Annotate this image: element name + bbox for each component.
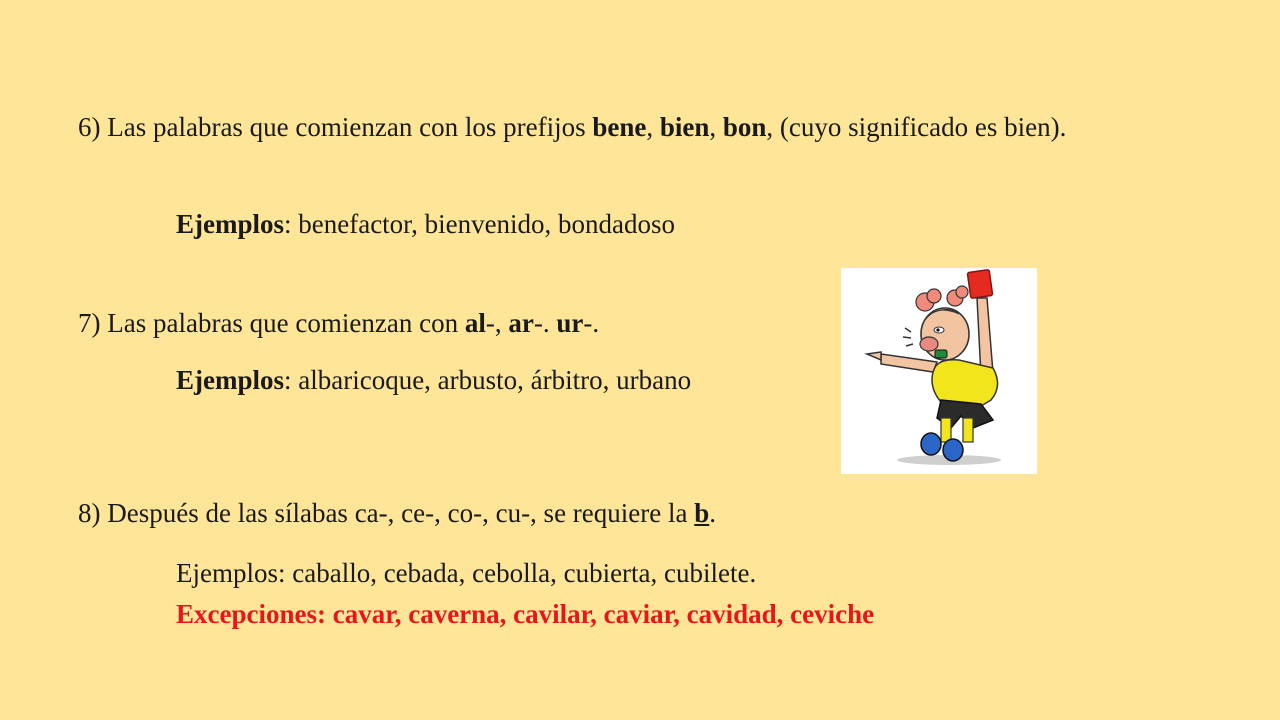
rule-7-sep-1: -, <box>485 308 509 338</box>
rule-7 <box>78 306 599 340</box>
examples-8: Ejemplos: caballo, cebada, cebolla, cubierta, cubilete. <box>176 558 757 588</box>
rule-6-text-a: Las palabras que comienzan con los prefijos <box>107 112 593 142</box>
rule-6-sep-1: , <box>646 112 660 142</box>
referee-illustration <box>841 268 1037 474</box>
examples-7 <box>176 363 691 397</box>
prefix-bon: bon <box>722 112 767 142</box>
rule-6 <box>78 105 1158 150</box>
prefix-ar: ar <box>508 308 534 338</box>
letter-b: b <box>694 498 710 528</box>
rule-7-sep-2: -. <box>533 308 557 338</box>
rule-6-number: 6) <box>78 112 108 142</box>
exceptions-8: Excepciones: cavar, caverna, cavilar, caviar, cavidad, ceviche <box>176 599 875 629</box>
rule-6-text-b: , (cuyo significado es bien). <box>766 112 1067 142</box>
examples-6-label: Ejemplos <box>176 209 284 239</box>
rule-7-number: 7) <box>78 308 108 338</box>
rule-8-text-b: . <box>709 498 717 528</box>
rule-8 <box>78 496 716 530</box>
examples-7-text: : albaricoque, arbusto, árbitro, urbano <box>284 365 692 395</box>
prefix-bien: bien <box>659 112 710 142</box>
examples-6 <box>176 207 675 241</box>
prefix-bene: bene <box>592 112 647 142</box>
prefix-al: al <box>464 308 486 338</box>
rule-8-text-a: Después de las sílabas ca-, ce-, co-, cu-, se requiere la <box>107 498 695 528</box>
examples-6-text: : benefactor, bienvenido, bondadoso <box>284 209 676 239</box>
referee-cartoon-icon <box>841 268 1037 474</box>
rule-8-number: 8) <box>78 498 108 528</box>
prefix-ur: ur <box>556 308 584 338</box>
rule-6-sep-2: , <box>709 112 723 142</box>
examples-7-label: Ejemplos <box>176 365 284 395</box>
rule-7-text-a: Las palabras que comienzan con <box>107 308 465 338</box>
rule-7-text-b: -. <box>583 308 600 338</box>
